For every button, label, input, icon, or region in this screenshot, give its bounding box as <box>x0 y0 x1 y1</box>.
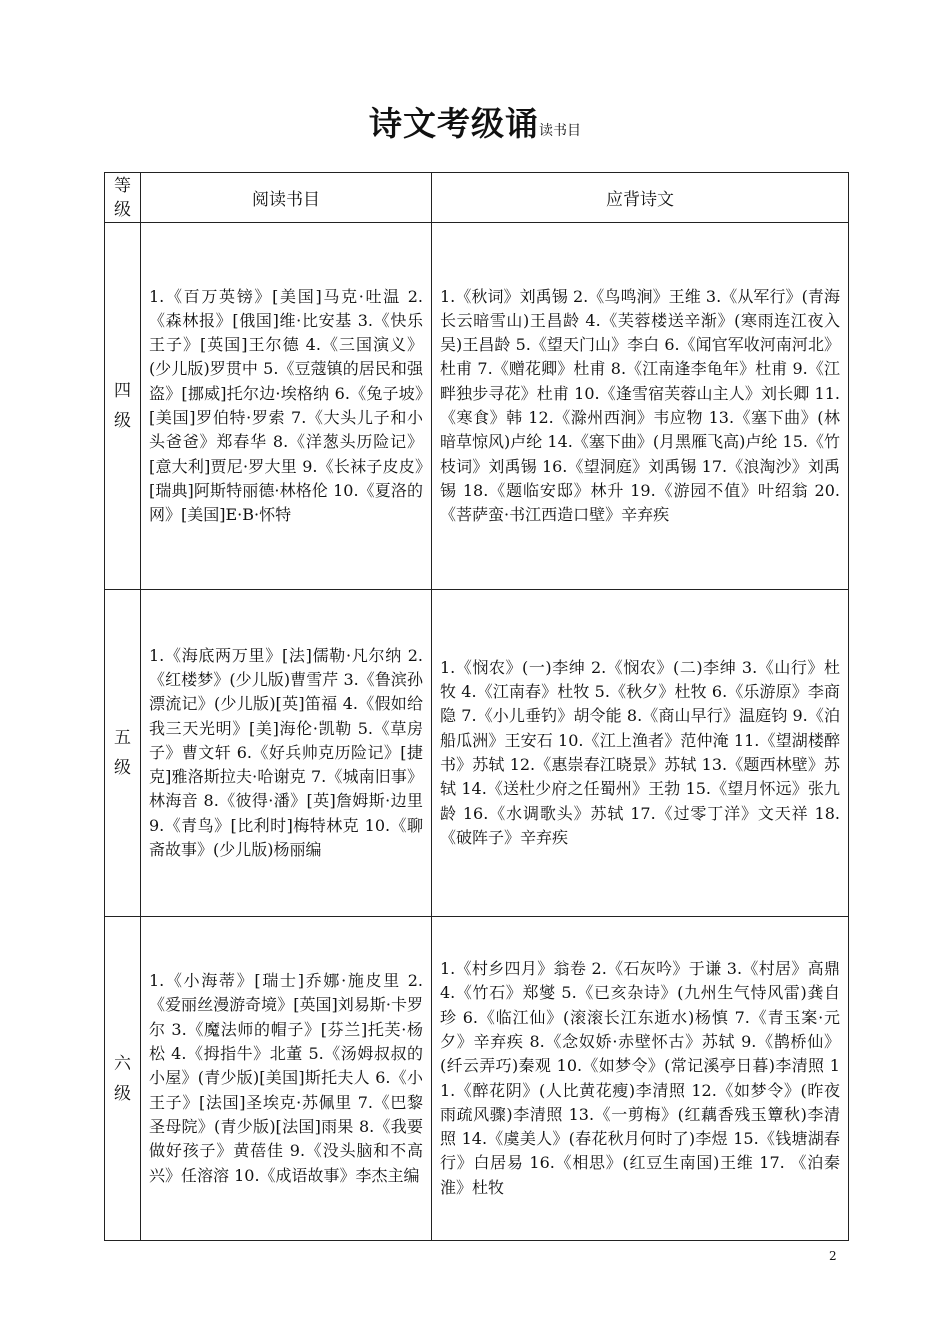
title-sub: 读书目 <box>539 123 581 139</box>
header-poems: 应背诗文 <box>432 173 849 223</box>
poems-cell: 1.《村乡四月》翁卷 2.《石灰吟》于谦 3.《村居》高鼎 4.《竹石》郑燮 5.《已亥杂诗》(九州生气恃风雷)龚自珍 6.《临江仙》(滚滚长江东逝水)杨慎 7.《青玉案·元夕》辛弃疾 8.《念奴娇·赤壁怀古》苏轼 9.《鹊桥仙》(纤云弄巧)秦观 10.《如梦令》(常记溪亭日暮)李清照 11.《醉花阴》(人比黄花瘦)李清照 12.《如梦令》(昨夜雨疏风骤)李清照 13.《一剪梅》(红藕香残玉簟秋)李清照 14.《虞美人》(春花秋月何时了)李煜 15.《钱塘湖春行》白居易 16.《相思》(红豆生南国)王维 17. 《泊秦淮》杜牧 <box>432 917 849 1241</box>
page-number: 2 <box>829 1249 837 1263</box>
books-cell: 1.《海底两万里》[法]儒勒·凡尔纳 2.《红楼梦》(少儿版)曹雪芹 3.《鲁滨孙漂流记》(少儿版)[英]笛福 4.《假如给我三天光明》[美]海伦·凯勒 5.《草房子》曹文轩 6.《好兵帅克历险记》[捷克]雅洛斯拉夫·哈谢克 7.《城南旧事》林海音 8.《彼得·潘》[英]詹姆斯·边里 9.《青鸟》[比利时]梅特林克 10.《聊斋故事》(少儿版)杨丽编 <box>141 590 432 917</box>
poems-cell: 1.《秋词》刘禹锡 2.《鸟鸣涧》王维 3.《从军行》(青海长云暗雪山)王昌龄 4.《芙蓉楼送辛渐》(寒雨连江夜入吴)王昌龄 5.《望天门山》李白 6.《闻官军收河南河北》杜甫 7.《赠花卿》杜甫 8.《江南逢李龟年》杜甫 9.《江畔独步寻花》杜甫 10.《逢雪宿芙蓉山主人》刘长卿 11.《寒食》韩 12.《滁州西涧》韦应物 13.《塞下曲》(林暗草惊风)卢纶 14.《塞下曲》(月黑雁飞高)卢纶 15.《竹枝词》刘禹锡 16.《望洞庭》刘禹锡 17.《浪淘沙》刘禹锡 18.《题临安邸》林升 19.《游园不值》叶绍翁 20.《菩萨蛮·书江西造口壁》辛弃疾 <box>432 223 849 590</box>
header-books: 阅读书目 <box>141 173 432 223</box>
reading-list-table <box>104 172 849 1241</box>
books-cell: 1.《百万英镑》[美国]马克·吐温 2.《森林报》[俄国]维·比安基 3.《快乐王子》[英国]王尔德 4.《三国演义》(少儿版)罗贯中 5.《豆蔻镇的居民和强盗》[挪威]托尔边·埃格纳 6.《兔子坡》[美国]罗伯特·罗索 7.《大头儿子和小头爸爸》郑春华 8.《洋葱头历险记》[意大利]贾尼·罗大里 9.《长袜子皮皮》[瑞典]阿斯特丽德·林格伦 10.《夏洛的网》[美国]E·B·怀特 <box>141 223 432 590</box>
grade-cell: 四 级 <box>105 223 141 590</box>
grade-cell: 五 级 <box>105 590 141 917</box>
table-row <box>105 917 849 1241</box>
title-main: 诗文考级诵 <box>369 104 539 143</box>
header-grade: 等 级 <box>105 173 141 223</box>
table-row <box>105 590 849 917</box>
table-row <box>105 223 849 590</box>
table-header-row <box>105 173 849 223</box>
grade-cell: 六 级 <box>105 917 141 1241</box>
books-cell: 1.《小海蒂》[瑞士]乔娜·施皮里 2.《爱丽丝漫游奇境》[英国]刘易斯·卡罗尔 3.《魔法师的帽子》[芬兰]托芙·杨松 4.《拇指牛》北董 5.《汤姆叔叔的小屋》(青少版)[美国]斯托夫人 6.《小王子》[法国]圣埃克·苏佩里 7.《巴黎圣母院》(青少版)[法国]雨果 8.《我要做好孩子》黄蓓佳 9.《没头脑和不高兴》任溶溶 10.《成语故事》李杰主编 <box>141 917 432 1241</box>
document-title <box>0 98 950 145</box>
poems-cell: 1.《悯农》(一)李绅 2.《悯农》(二)李绅 3.《山行》杜牧 4.《江南春》杜牧 5.《秋夕》杜牧 6.《乐游原》李商隐 7.《小儿垂钓》胡令能 8.《商山早行》温庭钧 9.《泊船瓜洲》王安石 10.《江上渔者》范仲淹 11.《望湖楼醉书》苏轼 12.《惠崇春江晓景》苏轼 13.《题西林壁》苏轼 14.《送杜少府之任蜀州》王勃 15.《望月怀远》张九龄 16.《水调歌头》苏轼 17.《过零丁洋》文天祥 18.《破阵子》辛弃疾 <box>432 590 849 917</box>
